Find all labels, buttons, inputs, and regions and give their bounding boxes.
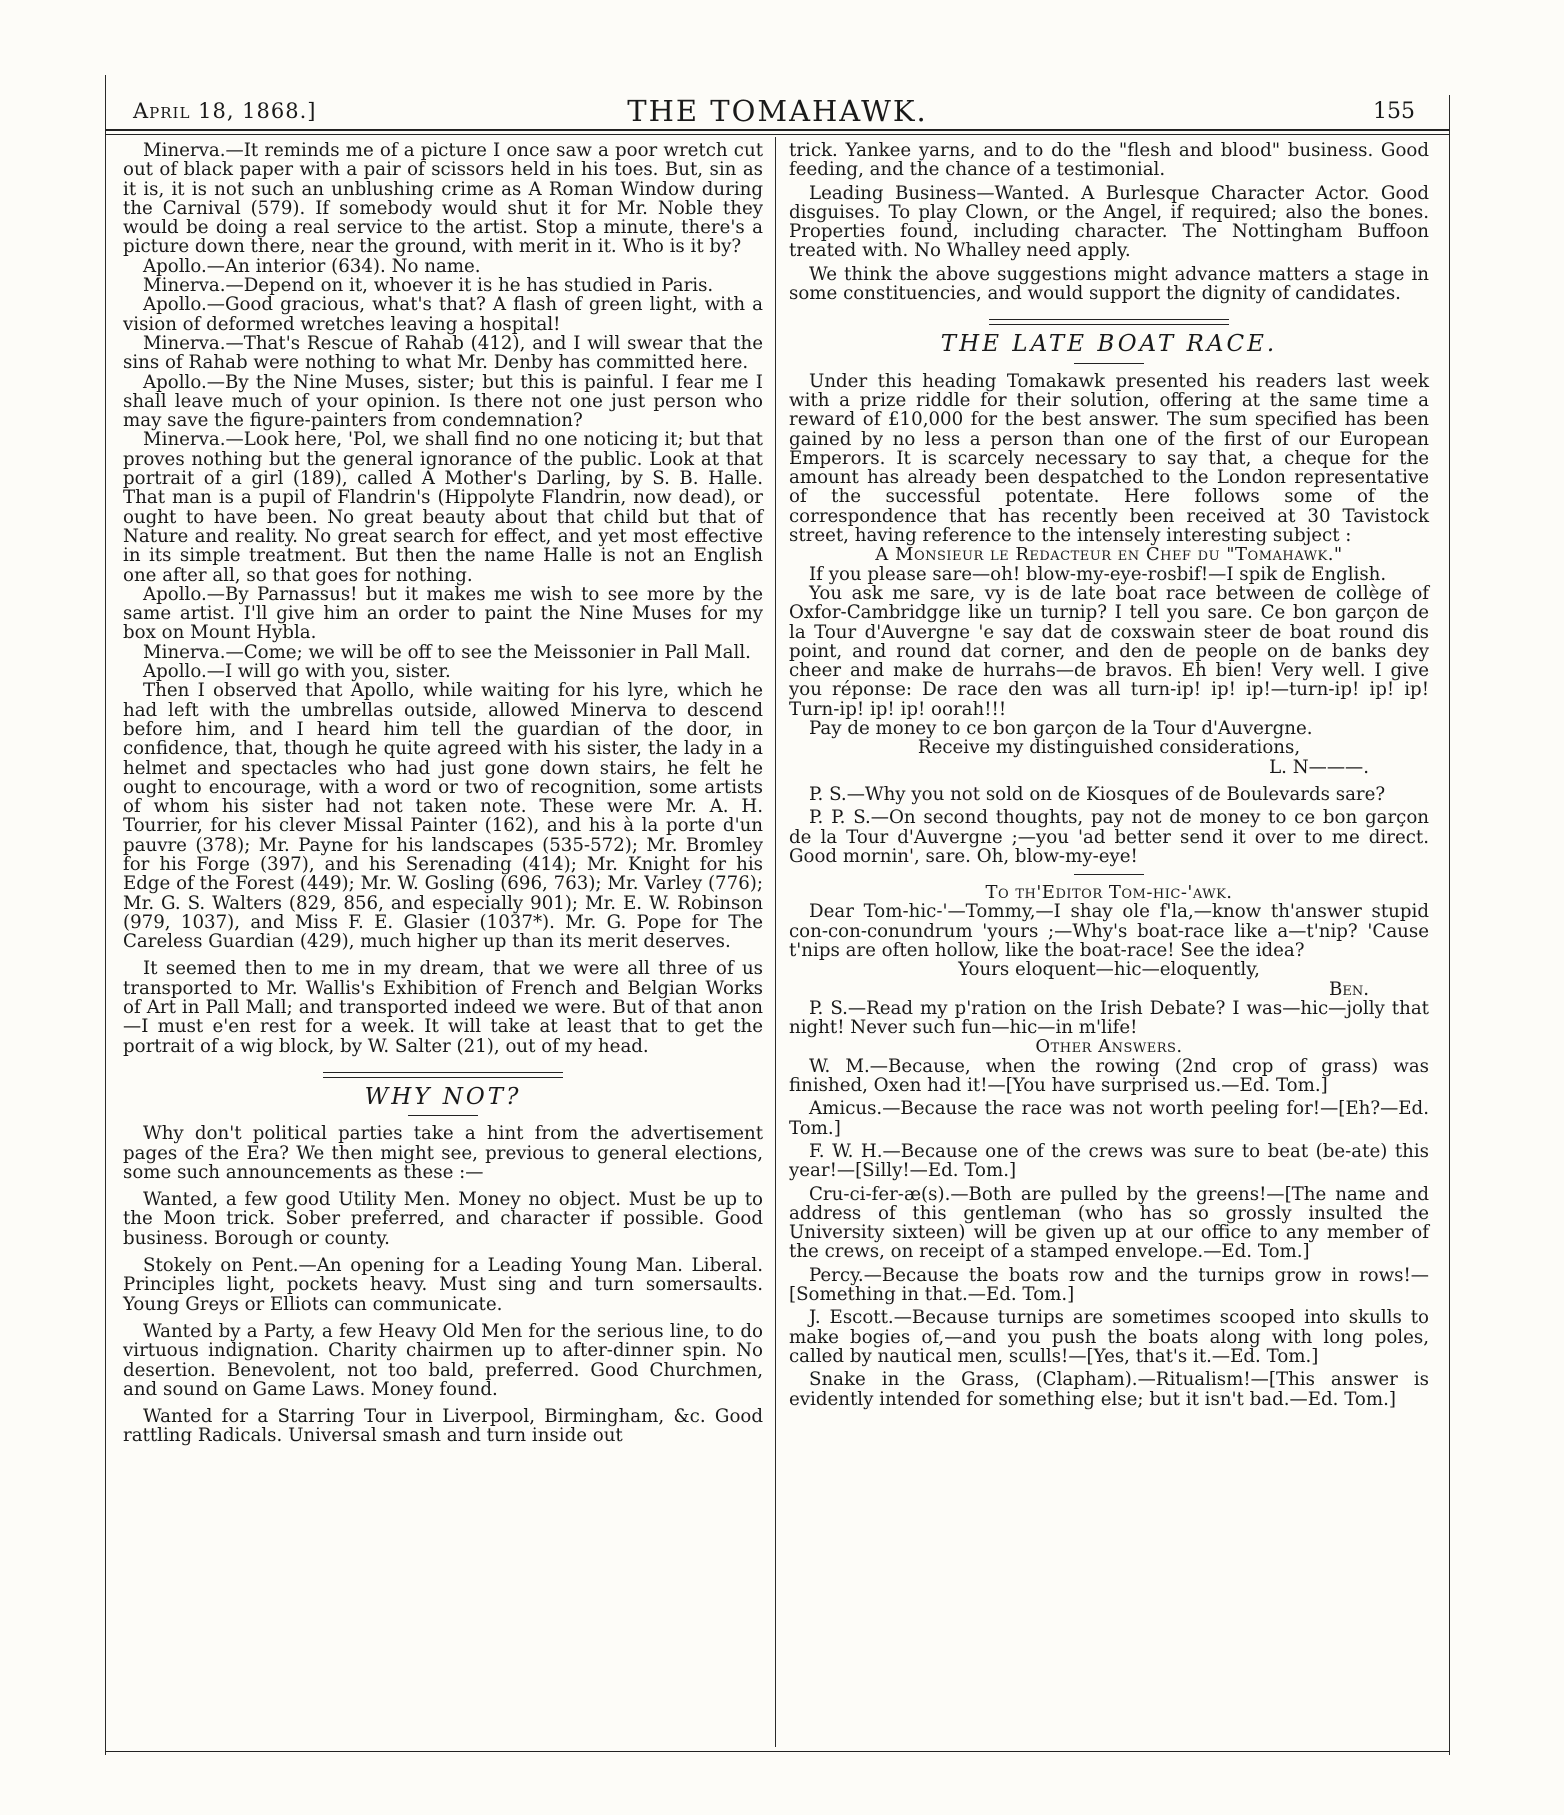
letter-paragraph: You ask me sare, vy is de late boat race between de collège of Oxfor-Cambridgge like un turnip? I tell you sare. Ce bon garçon de la Tour d'Auvergne 'e say dat de coxswain steer de boat round dis point, and round dat corner, and den de people on de banks dey cheer and make de hurrahs—de bravos. Eh bien! Very well. I give you réponse: De race den was all turn-ip! ip! ip!—turn-ip! ip! ip! Turn-ip! ip! ip! oorah!!! [789,582,1429,720]
right-border-line [1449,95,1450,1755]
paragraph: We think the above suggestions might advance matters a stage in some constituencies, and would support the dignity of candidates. [789,263,1429,305]
answer-item: Cru-ci-fer-æ(s).—Both are pulled by the greens!—[The name and address of this gentleman (who has so grossly insulted the University sixteen) will be given up at our office to any member of the crews, on receipt of a stamped envelope.—Ed. Tom.] [789,1183,1429,1263]
paragraph: Apollo.—Good gracious, what's that? A flash of green light, with a vision of deformed wretches leaving a hospital! [123,294,763,335]
advertisement: Wanted for a Starring Tour in Liverpool, Birmingham, &c. Good rattling Radicals. Universal smash and turn inside out [123,1406,763,1447]
heading-underline [408,1115,478,1116]
paragraph: Minerva.—Come; we will be off to see the Meissonier in Pall Mall. [143,641,751,663]
answer-item: Percy.—Because the boats row and the turnips grow in rows!—[Something in that.—Ed. Tom.] [789,1264,1429,1306]
paragraph: Apollo.—By Parnassus! but it makes me wish to see more by the same artist. I'll give him an order to paint the Nine Muses for my box on Mount Hybla. [123,583,763,644]
divider-rule [1074,874,1144,875]
paragraph: Minerva.—Look here, 'Pol, we shall find no one noticing it; but that proves nothing but the general ignorance of the public. Look at that portrait of a girl (189), called A Mother's Darling, by S. B. Halle. That man is a pupil of Flandrin's (Hippolyte Flandrin, now dead), or ought to have been. No great beauty about that child but that of Nature and reality. No great search for effect, and yet most effective in its simple treatment. But then the name Halle is not an English one after all, so that goes for nothing. [123,429,763,586]
column-divider [775,137,776,1747]
paragraph: It seemed then to me in my dream, that we were all three of us transported to Mr. Wallis's Exhibition of French and Belgian Works of Art in Pall Mall; and transported indeed we were. But of that anon—I must e'en rest for a week. It will take at least that to get the portrait of a wig block, by W. Salter (21), out of my head. [123,958,763,1057]
postscript: P. P. S.—On second thoughts, pay not de money to ce bon garçon de la Tour d'Auvergne ;—you 'ad better send it over to me direct. Good mornin', sare. Oh, blow-my-eye! [789,807,1429,867]
why-not-intro: Why don't political parties take a hint from the advertisement pages of the Era? We then might see, previous to general elections, some such announcements as these :— [123,1123,763,1183]
letter-paragraph: Dear Tom-hic-'—Tommy,—I shay ole f'la,—know th'answer stupid con-con-conundrum 'yours ;—Why's boat-race like a—t'nip? 'Cause t'nips are often hollow, like the boat-race! See the idea? [789,901,1429,961]
letter-signature: L. N———. [1269,756,1369,778]
answer-item: J. Escott.—Because turnips are sometimes scooped into skulls to make bogies of,—and you push the boats along with long poles, called by nautical men, sculls!—[Yes, that's it.—Ed. Tom.] [789,1307,1429,1367]
paragraph: Then I observed that Apollo, while waiting for his lyre, which he had left with the umbrellas outside, allowed Minerva to descend before him, and I heard him tell the guardian of the door, in confidence, that, though he quite agreed with his sister, the lady in a helmet and spectacles who had just gone down stairs, he felt he ought to encourage, with a word or two of recognition, some artists of whom his sister had not taken note. These were Mr. A. H. Tourrier, for his clever Missal Painter (162), and his à la porte d'un pauvre (378); Mr. Payne for his landscapes (535-572); Mr. Bromley for his Forge (397), and his Serenading (414); Mr. Knight for his Edge of the Forest (449); Mr. W. Gosling (696, 763); Mr. Varley (776); Mr. G. S. Walters (829, 856, and especially 901); Mr. E. W. Robinson (979, 1037), and Miss F. E. Glasier (1037*). Mr. G. Pope for The Careless Guardian (429), much higher up than its merit deserves. [123,680,763,953]
letter-signature: Ben. [1328,978,1369,1000]
section-divider [323,1072,563,1078]
bottom-rule [105,1751,1450,1752]
issue-date: April 18, 1868.] [133,99,317,123]
letter-paragraph: Pay de money to ce bon garçon de la Tour d'Auvergne. [809,718,1313,740]
paragraph: Apollo.—I will go with you, sister. [143,661,451,683]
answer-item: W. M.—Because, when the rowing (2nd crop of grass) was finished, Oxen had it!—[You have surprised us.—Ed. Tom.] [789,1055,1429,1097]
advertisement: Leading Business—Wanted. A Burlesque Character Actor. Good disguises. To play Clown, or the Angel, if required; also the bones. Properties found, including character. The Nottingham Buffoon treated with. No Whalley need apply. [789,182,1429,262]
advertisement: Wanted, a few good Utility Men. Money no object. Must be up to the Moon trick. Sober preferred, and character if possible. Good business. Borough or county. [123,1189,763,1249]
postscript: P. S.—Why you not sold on de Kiosques of de Boulevards sare? [809,783,1386,805]
header-rule-thick [105,129,1450,131]
answer-item: Amicus.—Because the race was not worth peeling for!—[Eh?—Ed. Tom.] [789,1098,1429,1139]
masthead [105,85,1450,135]
letter-closing: Yours eloquent—hic—eloquently, [958,959,1260,981]
paragraph: Minerva.—That's Rescue of Rahab (412), and I will swear that the sins of Rahab were nothing to what Mr. Denby has committed here. [123,332,763,374]
header-rule-thin [105,134,1450,135]
section-heading-boat-race: THE LATE BOAT RACE. [940,331,1278,358]
newspaper-title: THE TOMAHAWK. [627,94,928,128]
paragraph: Apollo.—An interior (634). No name. [143,255,481,277]
letter-closing: Receive my distinguished considerations, [917,737,1301,759]
right-column [789,141,1429,1409]
answer-item: Snake in the Grass, (Clapham).—Ritualism!—[This answer is evidently intended for something else; but it isn't bad.—Ed. Tom.] [789,1369,1429,1410]
advertisement: Wanted by a Party, a few Heavy Old Men for the serious line, to do virtuous indignation. Charity chairmen up to after-dinner spin. No desertion. Benevolent, not too bald, preferred. Good Churchmen, and sound on Game Laws. Money found. [123,1320,763,1400]
newspaper-page [105,75,1450,1755]
postscript: P. S.—Read my p'ration on the Irish Debate? I was—hic—jolly that night! Never such fun—hic—in m'life! [789,997,1429,1039]
paragraph: trick. Yankee yarns, and to do the "flesh and blood" business. Good feeding, and the chance of a testimonial. [789,140,1429,181]
answer-item: F. W. H.—Because one of the crews was sure to beat (be-ate) this year!—[Silly!—Ed. Tom.] [789,1140,1429,1182]
letter-heading: A Monsieur le Redacteur en Chef du "Tomahawk." [875,544,1343,566]
paragraph: Minerva.—Depend on it, whoever it is he has studied in Paris. [143,275,714,297]
heading-underline [1074,363,1144,364]
paragraph: Minerva.—It reminds me of a picture I once saw a poor wretch cut out of black paper with a pair of scissors held in his toes. But, sin as it is, it is not such an unblushing crime as A Roman Window during the Carnival (579). If somebody would shut it for Mr. Noble they would be doing a real service to the artist. Stop a minute, there's a picture down there, near the ground, with merit in it. Who is it by? [123,140,763,258]
letter-paragraph: If you please sare—oh! blow-my-eye-rosbif!—I spik de English. [809,563,1387,585]
boat-race-intro: Under this heading Tomakawk presented his readers last week with a prize riddle for their solution, offering at the same time a reward of £10,000 for the best answer. The sum specified has been gained by no less a person than one of the first of our European Emperors. It is scarcely necessary to say that, a cheque for the amount has already been despatched to the London representative of the successful potentate. Here follows some of the correspondence that has recently been received at 30 Tavistock street, having reference to the intensely interesting subject : [789,370,1429,547]
paragraph: Apollo.—By the Nine Muses, sister; but this is painful. I fear me I shall leave much of your opinion. Is there not one just person who may save the figure-painters from condemnation? [123,371,763,432]
letter-heading: To th'Editor Tom-hic-'awk. [985,882,1233,904]
advertisement: Stokely on Pent.—An opening for a Leading Young Man. Liberal. Principles light, pockets heavy. Must sing and turn somersaults. Young Greys or Elliots can communicate. [123,1255,763,1315]
section-heading-why-not: WHY NOT? [364,1083,522,1110]
page-number: 155 [1373,99,1415,124]
left-border-line [105,75,106,1755]
section-divider [989,319,1229,325]
other-answers-heading: Other Answers. [1035,1036,1183,1058]
left-column [123,141,763,1446]
